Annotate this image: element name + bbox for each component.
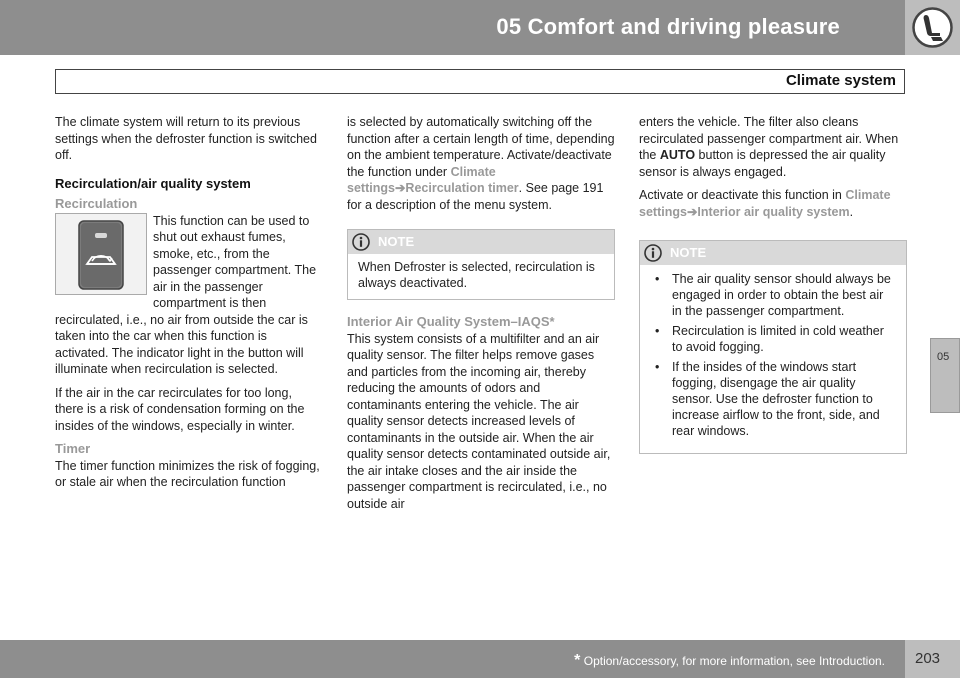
info-icon	[644, 244, 662, 262]
recirculation-block	[55, 213, 323, 385]
condensation-paragraph: If the air in the car recirculates for too long, there is a risk of condensation forming on the insides of the windows, especially in winter.	[55, 385, 305, 433]
note-text: When Defroster is selected, recirculation is always deactivated.	[358, 260, 595, 290]
link-interior-air-quality-system[interactable]: Interior air quality system	[697, 204, 850, 219]
timer-paragraph: The timer function minimizes the risk of fogging, or stale air when the recirculation function	[55, 458, 320, 489]
iaqs-continued-text-a: enters the vehicle. The filter also cleans recirculated passenger compartment air. When the	[639, 115, 899, 162]
note-box-air-quality	[639, 240, 907, 454]
timer-continued-text: is selected by automatically switching off the function after a certain length of time, depending on the ambient temperature. Activate/deactivate the function under	[347, 115, 615, 179]
menu-reference-text: . See page 191 for a description of the menu system.	[347, 181, 604, 212]
chapter-side-tab[interactable]	[930, 338, 960, 413]
heading-iaqs: Interior Air Quality System–IAQS*	[347, 314, 555, 329]
activate-text: Activate or deactivate this function in	[639, 188, 842, 202]
link-climate-settings[interactable]: Climate settings	[347, 164, 496, 195]
page-number-box	[905, 640, 960, 678]
auto-button-label: AUTO	[659, 148, 696, 162]
iaqs-continued-paragraph	[639, 114, 907, 180]
note-box-defroster	[347, 229, 615, 300]
note-list-item: • The air quality sensor should always be engaged in order to obtain the best air in the passenger compartment.	[650, 271, 896, 319]
note-label: NOTE	[670, 245, 707, 260]
footer-bar	[0, 640, 905, 678]
section-title: Climate system	[785, 72, 896, 89]
header-bar	[0, 0, 905, 55]
footer-asterisk: *	[574, 652, 581, 669]
note-list	[640, 265, 906, 453]
iaqs-paragraph: This system consists of a multifilter and an air quality sensor. The filter helps remove gases and particles from the incoming air, thereby reducing the amounts of odors and contaminants entering the vehicle. The air quality sensor detects increased levels of contaminants in the outside air. When the air quality sensor detects contaminated outside air, the air intake closes and the air inside the passenger compartment is recirculated, i.e., no outside air	[347, 331, 611, 511]
subheading-timer: Timer	[55, 441, 91, 456]
recirculation-button-image	[55, 213, 147, 295]
note-list-item: • If the insides of the windows start fogging, disengage the air quality sensor. Use the defroster function to increase airflow to the front, side, and rear windows.	[650, 359, 896, 439]
recirculation-button-icon	[78, 220, 124, 290]
subheading-recirculation: Recirculation	[55, 196, 138, 211]
footer-note	[574, 652, 885, 670]
side-tab-label: 05	[937, 351, 950, 363]
intro-paragraph: The climate system will return to its previous settings when the defroster function is switched off.	[55, 115, 317, 162]
activate-period: .	[849, 204, 854, 219]
arrow-right-icon: ➔	[394, 181, 406, 195]
heading-recirculation-air-quality: Recirculation/air quality system	[55, 175, 251, 191]
column-3	[639, 114, 907, 468]
seat-icon	[911, 6, 954, 49]
info-icon	[352, 233, 370, 251]
footer-note-text: Option/accessory, for more information, see Introduction.	[583, 654, 885, 668]
chapter-title: 05 Comfort and driving pleasure	[496, 14, 840, 39]
note-list-item: • Recirculation is limited in cold weather to avoid fogging.	[650, 323, 896, 355]
column-2	[347, 114, 615, 519]
activate-paragraph	[639, 187, 907, 220]
note-label: NOTE	[378, 234, 415, 249]
link-climate-settings-2[interactable]: Climate settings	[639, 188, 891, 219]
chapter-icon-box	[905, 0, 960, 55]
note-header	[348, 230, 614, 254]
section-title-box	[55, 69, 905, 94]
note-header	[640, 241, 906, 265]
column-1	[55, 114, 323, 498]
page-number: 203	[915, 650, 941, 667]
recirculation-paragraph: This function can be used to shut out exhaust fumes, smoke, etc., from the passenger compartment. The air in the passenger compartment is then recirculated, i.e., no air from outside the car is taken into the car when this function is activated. The indicator light in the button will illuminate when recirculation is selected.	[55, 213, 317, 376]
timer-continued-paragraph	[347, 114, 615, 213]
iaqs-continued-text-b: button is depressed the air quality sensor is always engaged.	[639, 148, 886, 179]
arrow-right-icon: ➔	[686, 204, 698, 219]
link-recirculation-timer[interactable]: Recirculation timer	[405, 181, 519, 195]
